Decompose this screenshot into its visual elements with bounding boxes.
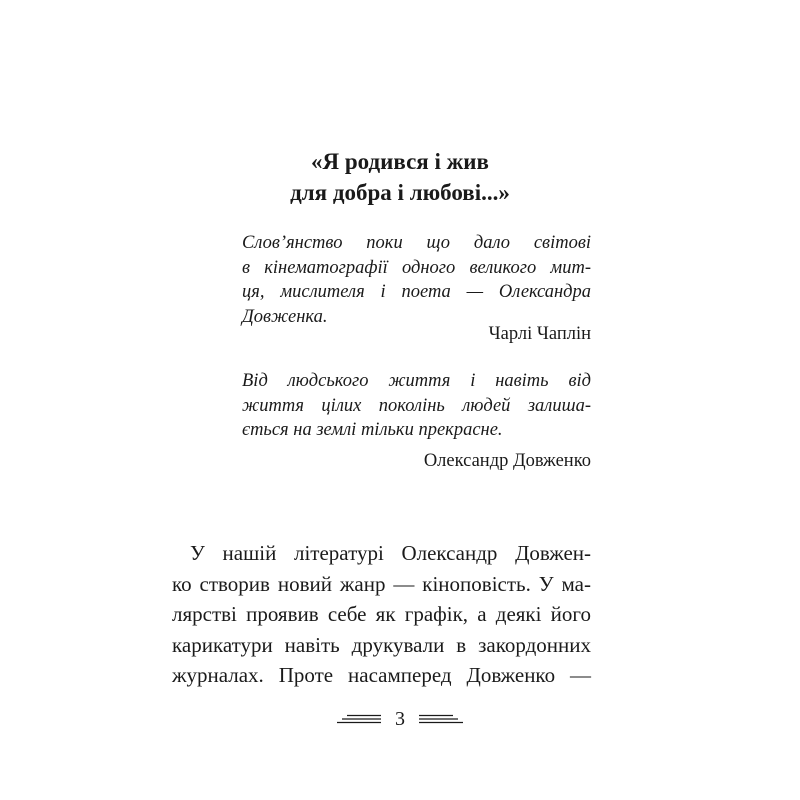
left-ornament-icon <box>337 714 381 724</box>
epigraph-1-line-4: Довженка. <box>242 306 328 327</box>
epigraph-2-author: Олександр Довженко <box>423 451 591 471</box>
epigraph-1-author: Чарлі Чаплін <box>488 324 591 344</box>
right-ornament-icon <box>419 714 463 724</box>
body-paragraph <box>172 538 591 691</box>
page-number: 3 <box>395 708 405 730</box>
epigraph-1-line-2: в кінематографії одного великого мит- <box>242 257 591 278</box>
chapter-title <box>200 146 600 208</box>
epigraph-2-line-2: життя цілих поколінь людей залиша- <box>242 395 591 416</box>
body-line-5: журналах. Проте насамперед Довженко — <box>172 663 591 688</box>
chapter-title-line-1: «Я родився і жив <box>311 149 489 174</box>
epigraph-2-text <box>242 369 591 443</box>
page-footer <box>0 707 800 731</box>
body-line-1: У нашій літературі Олександр Довжен- <box>190 541 591 565</box>
epigraph-1-text <box>242 231 591 329</box>
epigraph-2-line-1: Від людського життя і навіть від <box>242 371 591 391</box>
body-line-3: лярстві проявив себе як графік, а деякі його <box>172 602 591 627</box>
epigraph-2-line-3: ється на землі тільки прекрасне. <box>242 420 503 440</box>
chapter-title-line-2: для добра і любові...» <box>290 180 510 205</box>
body-line-4: карикатури навіть друкували в закордонних <box>172 632 591 657</box>
epigraph-1-line-3: ця, мислителя і поета — Олександра <box>242 282 591 302</box>
epigraph-1-line-1: Слов’янство поки що дало світові <box>242 233 591 253</box>
body-line-2: ко створив новий жанр — кіноповість. У ма- <box>172 571 591 596</box>
